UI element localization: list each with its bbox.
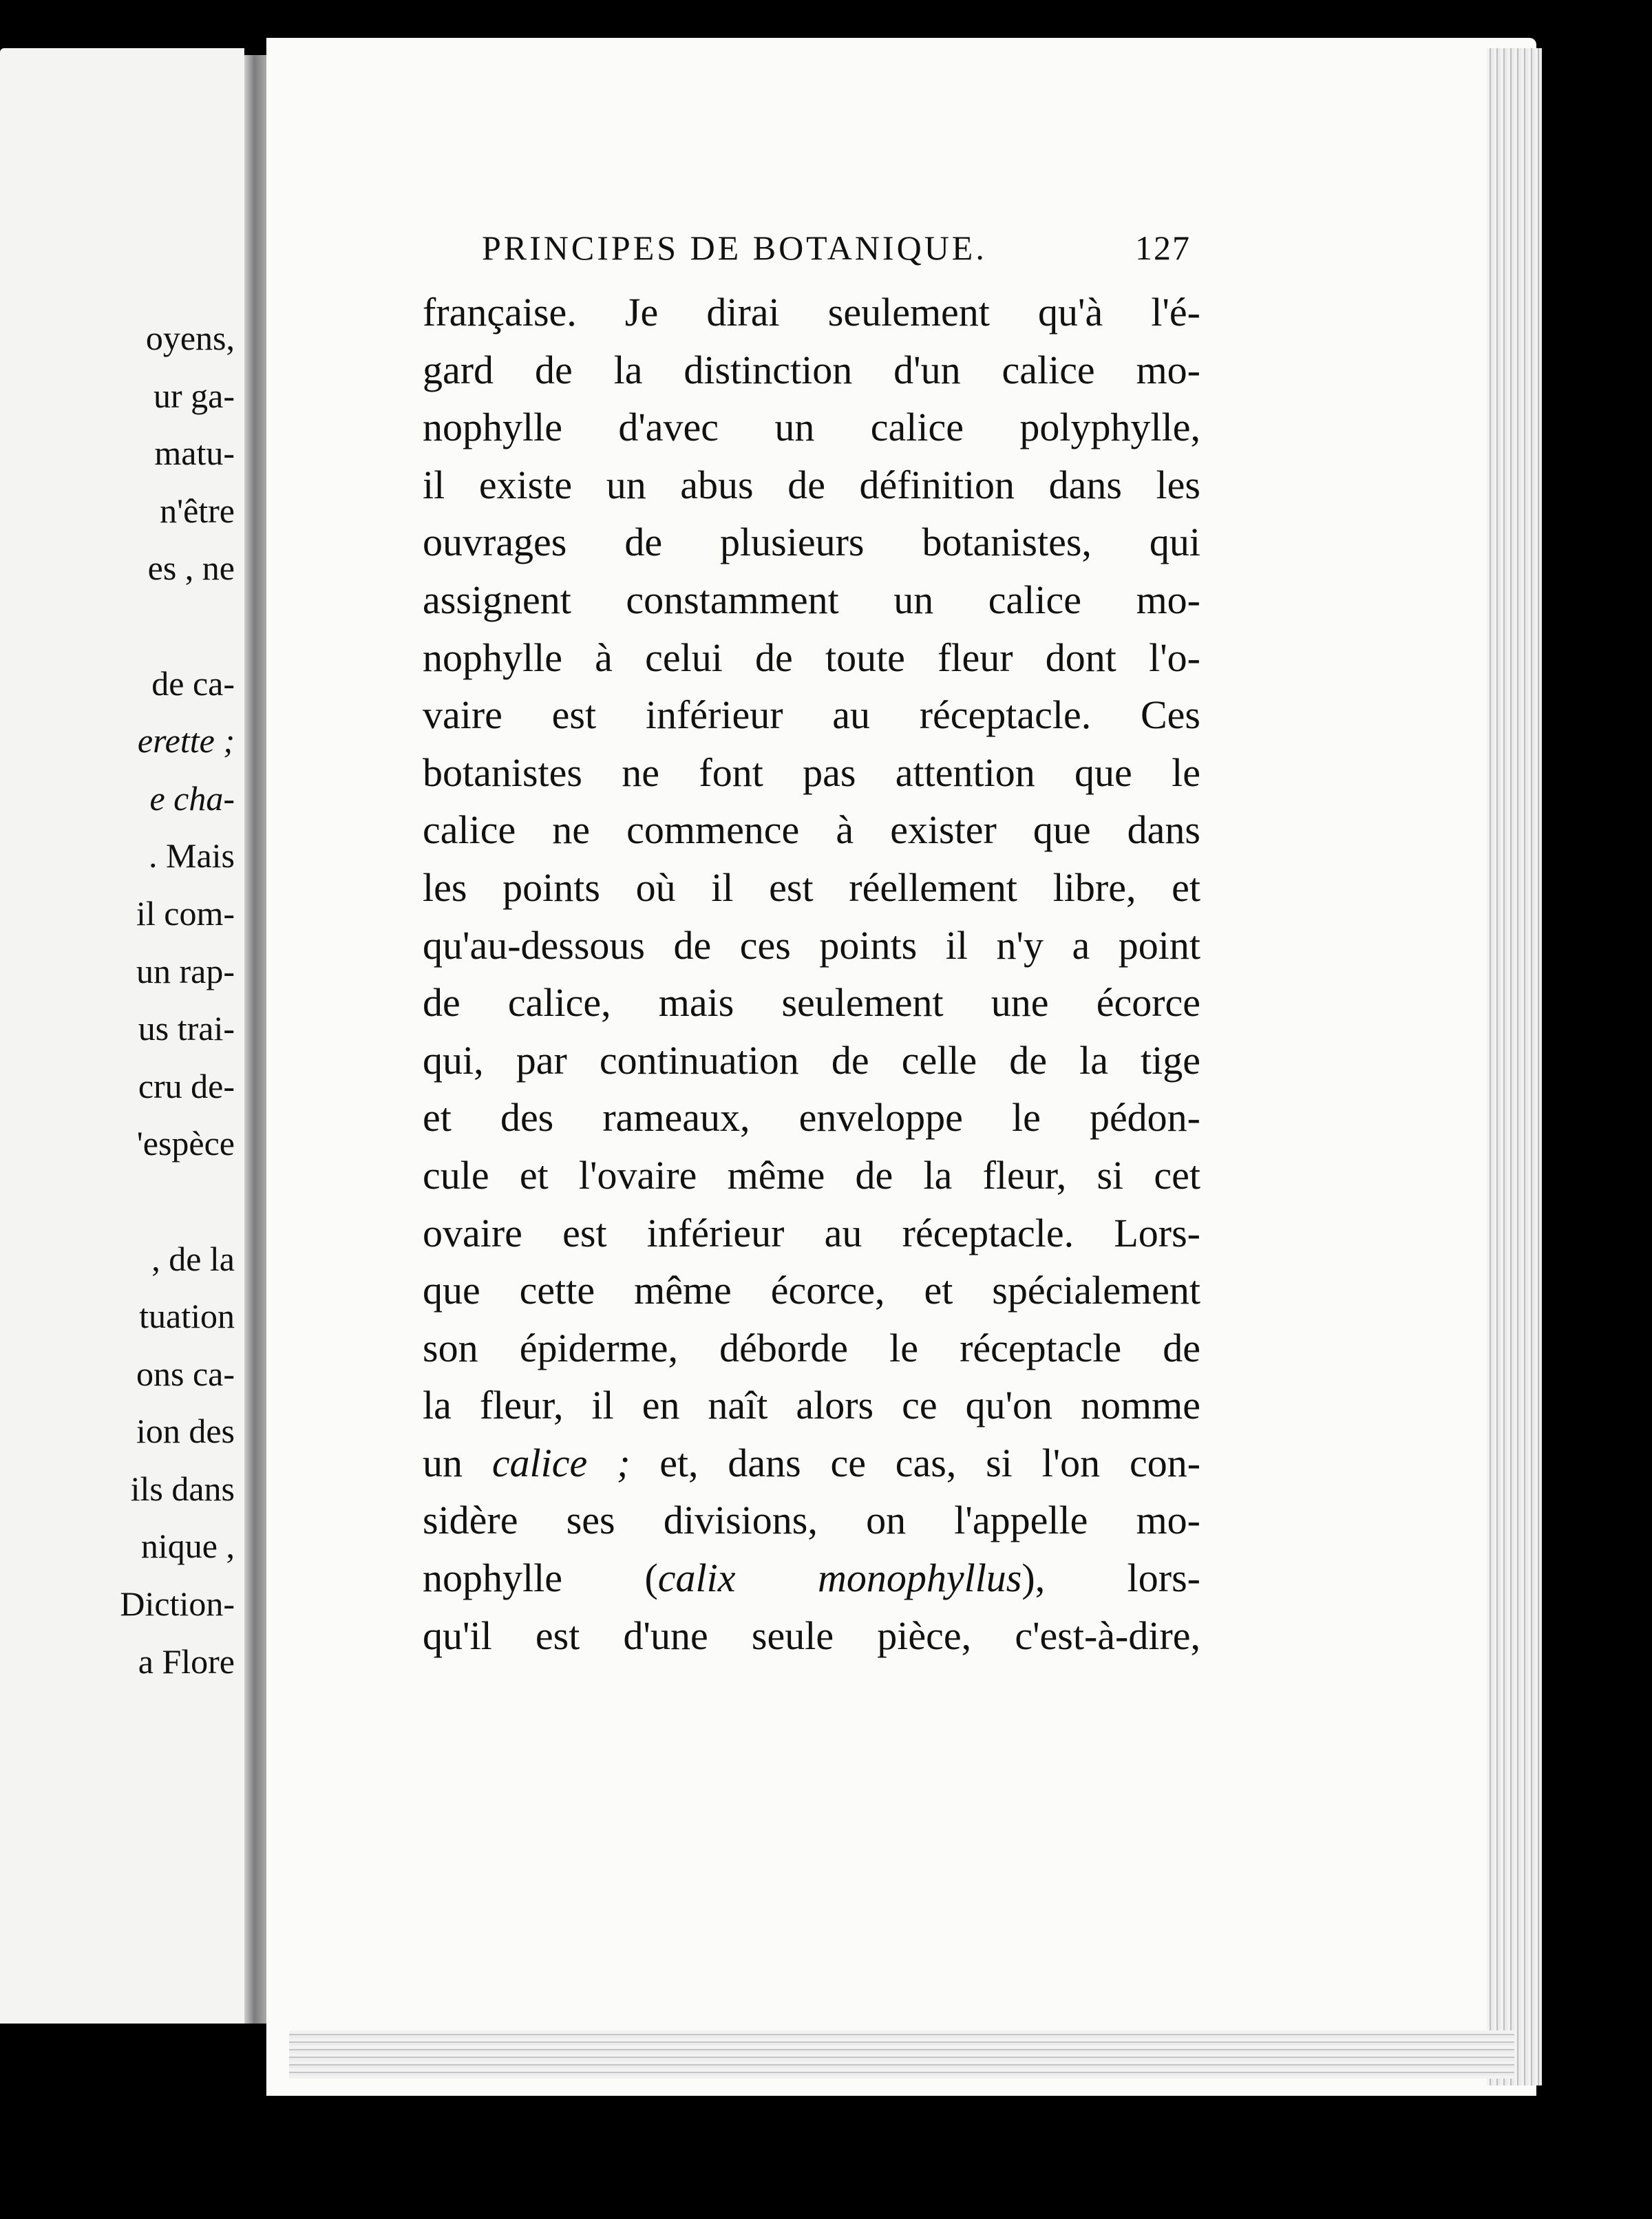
text-line: qu'au-dessous de ces points il n'y a point <box>423 922 1200 968</box>
prev-line: e cha- <box>149 778 235 818</box>
text-line: qui, par continuation de celle de la tige <box>423 1037 1200 1083</box>
prev-line: ils dans <box>130 1469 235 1508</box>
page-number: 127 <box>1135 229 1191 267</box>
page-body-text <box>423 284 1200 1664</box>
prev-line: erette ; <box>137 721 235 761</box>
previous-page <box>0 48 244 2024</box>
text-line: qu'il est d'une seule pièce, c'est-à-dire, <box>423 1613 1200 1658</box>
text-line-with-italic <box>423 1434 1200 1492</box>
prev-line: nique , <box>140 1527 235 1566</box>
text-line: vaire est inférieur au réceptacle. Ces <box>423 692 1200 738</box>
text-line: assignent constamment un calice mo- <box>423 577 1200 622</box>
text-line: et des rameaux, enveloppe le pédon- <box>423 1095 1200 1140</box>
text-segment: un <box>423 1440 492 1485</box>
text-line: de calice, mais seulement une écorce <box>423 980 1200 1026</box>
prev-line <box>120 597 235 655</box>
prev-line: 'espèce <box>136 1124 235 1163</box>
text-segment: nophylle ( <box>423 1556 658 1601</box>
text-line: la fleur, il en naît alors ce qu'on nomme <box>423 1383 1200 1428</box>
text-segment: et, dans ce cas, si l'on con- <box>630 1440 1201 1485</box>
text-line: cule et l'ovaire même de la fleur, si cet <box>423 1152 1200 1198</box>
prev-line: de ca- <box>151 663 235 703</box>
text-line: les points où il est réellement libre, et <box>423 864 1200 910</box>
text-line: il existe un abus de définition dans les <box>423 462 1200 507</box>
text-line: nophylle d'avec un calice polyphylle, <box>423 405 1200 450</box>
book-gutter <box>244 55 266 2024</box>
prev-line: us trai- <box>138 1009 235 1048</box>
prev-line: oyens, <box>145 319 235 357</box>
text-line-with-italic <box>423 1549 1200 1607</box>
prev-line: il com- <box>136 893 235 933</box>
text-line: nophylle à celui de toute fleur dont l'o- <box>423 635 1200 680</box>
prev-line: matu- <box>154 434 235 473</box>
prev-line: cru de- <box>138 1066 235 1105</box>
prev-line: un rap- <box>136 951 235 990</box>
prev-line: a Flore <box>138 1642 235 1681</box>
italic-term: calice ; <box>491 1440 631 1485</box>
running-head <box>482 227 1191 268</box>
prev-line: es , ne <box>147 549 235 588</box>
previous-page-text <box>120 310 235 1690</box>
text-line: ouvrages de plusieurs botanistes, qui <box>423 520 1200 565</box>
prev-line: , de la <box>151 1239 235 1278</box>
text-line: son épiderme, déborde le réceptacle de <box>423 1325 1200 1370</box>
prev-line <box>120 1173 235 1231</box>
text-line: française. Je dirai seulement qu'à l'é- <box>423 290 1200 335</box>
text-line: botanistes ne font pas attention que le <box>423 750 1200 795</box>
running-head-title: PRINCIPES DE BOTANIQUE. <box>482 229 987 267</box>
prev-line: Diction- <box>120 1584 235 1624</box>
text-line: gard de la distinction d'un calice mo- <box>423 347 1200 392</box>
text-line: calice ne commence à exister que dans <box>423 807 1200 853</box>
text-line: que cette même écorce, et spécialement <box>423 1268 1200 1313</box>
prev-line: n'être <box>160 491 235 530</box>
prev-line: . Mais <box>149 836 235 875</box>
text-line: sidère ses divisions, on l'appelle mo- <box>423 1498 1200 1543</box>
text-segment: ), lors- <box>1021 1556 1200 1601</box>
prev-line: ion des <box>136 1412 235 1451</box>
prev-line: tuation <box>139 1297 235 1336</box>
prev-line: ur ga- <box>153 376 235 415</box>
prev-line: ons ca- <box>136 1354 235 1393</box>
bottom-page-edges <box>289 2030 1514 2079</box>
italic-term: calix monophyllus <box>657 1556 1022 1601</box>
page-edges <box>1487 48 1542 2085</box>
text-line: ovaire est inférieur au réceptacle. Lors- <box>423 1210 1200 1255</box>
